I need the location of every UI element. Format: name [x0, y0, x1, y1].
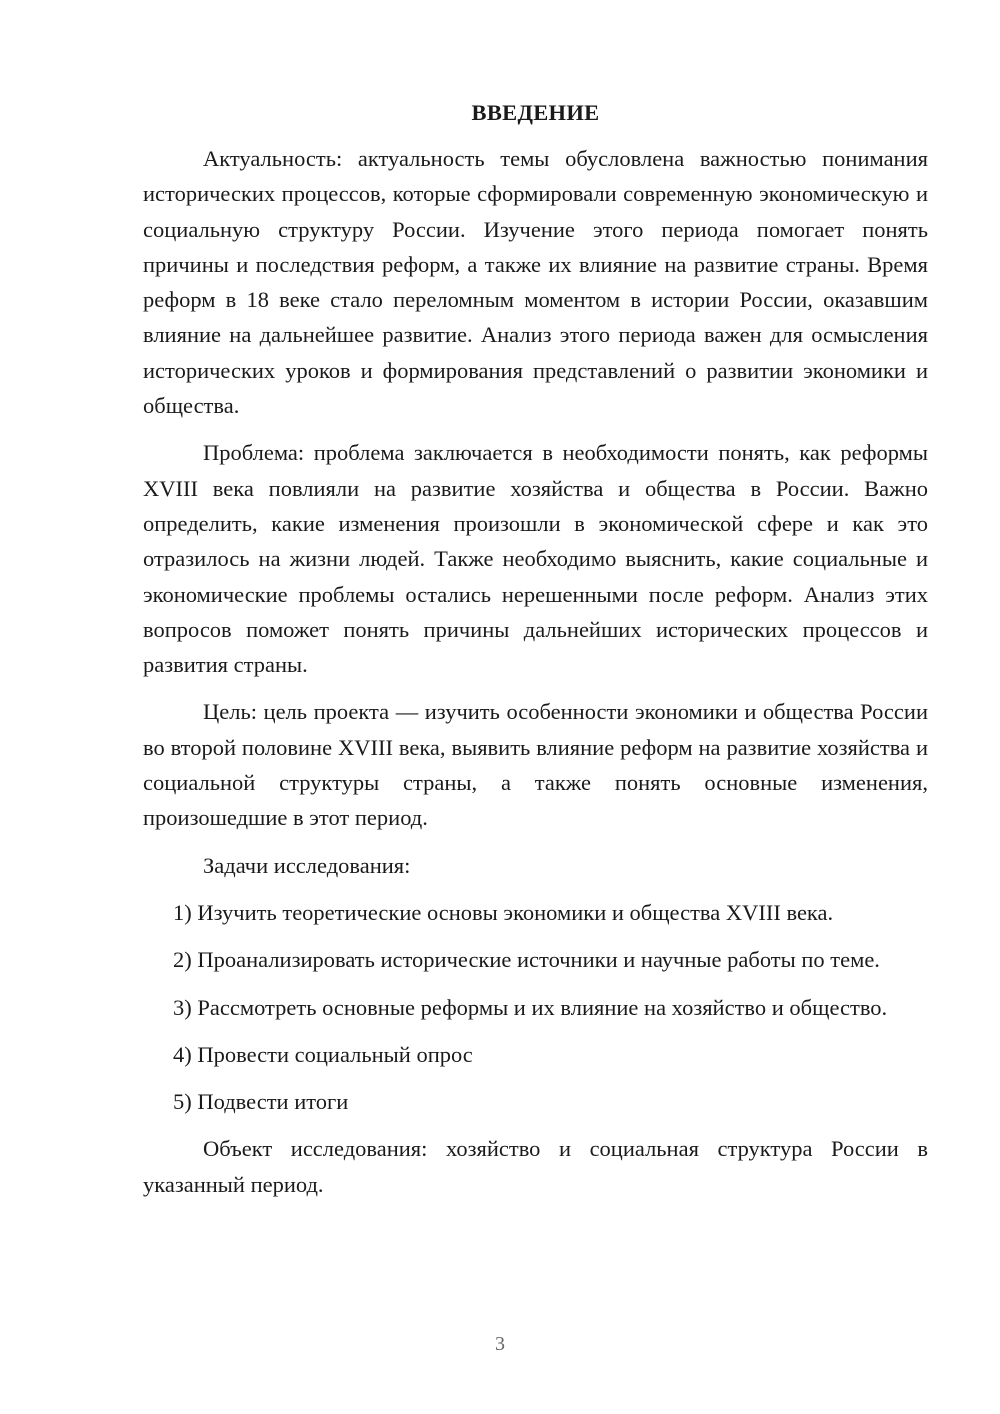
- section-title: ВВЕДЕНИЕ: [471, 100, 600, 125]
- document-body: [143, 141, 928, 1202]
- paragraph-problem: Проблема: проблема заключается в необходимости понять, как реформы XVIII века повлияли на развитие хозяйства и общества в России. Важно определить, какие изменения произошли в экономической сфере и как это отразилось на жизни людей. Также необходимо выяснить, какие социальные и экономические проблемы остались нерешенными после реформ. Анализ этих вопросов поможет понять причины дальнейших исторических процессов и развития страны.: [143, 440, 928, 678]
- paragraph-goal: Цель: цель проекта — изучить особенности экономики и общества России во второй половине XVIII века, выявить влияние реформ на развитие хозяйства и социальной структуры страны, а также понять основные изменения, произошедшие в этот период.: [143, 699, 928, 831]
- paragraph-object: Объект исследования: хозяйство и социальная структура России в указанный период.: [143, 1136, 928, 1197]
- paragraph-relevance: Актуальность: актуальность темы обусловлена важностью понимания исторических процессов, которые сформировали современную экономическую и социальную структуру России. Изучение этого периода помогает понять причины и последствия реформ, а также их влияние на развитие страны. Время реформ в 18 веке стало переломным моментом в истории России, оказавшим влияние на дальнейшее развитие. Анализ этого периода важен для осмысления исторических уроков и формирования представлений о развитии экономики и общества.: [143, 146, 928, 419]
- page-number: 3: [495, 1333, 505, 1355]
- task-item: 5) Подвести итоги: [173, 1089, 349, 1115]
- task-item: 3) Рассмотреть основные реформы и их влияние на хозяйство и общество.: [173, 994, 888, 1020]
- tasks-heading: Задачи исследования:: [203, 852, 411, 878]
- task-item: 4) Провести социальный опрос: [173, 1041, 473, 1067]
- task-item: 1) Изучить теоретические основы экономики и общества XVIII века.: [173, 899, 834, 925]
- task-item: 2) Проанализировать исторические источники и научные работы по теме.: [173, 947, 880, 973]
